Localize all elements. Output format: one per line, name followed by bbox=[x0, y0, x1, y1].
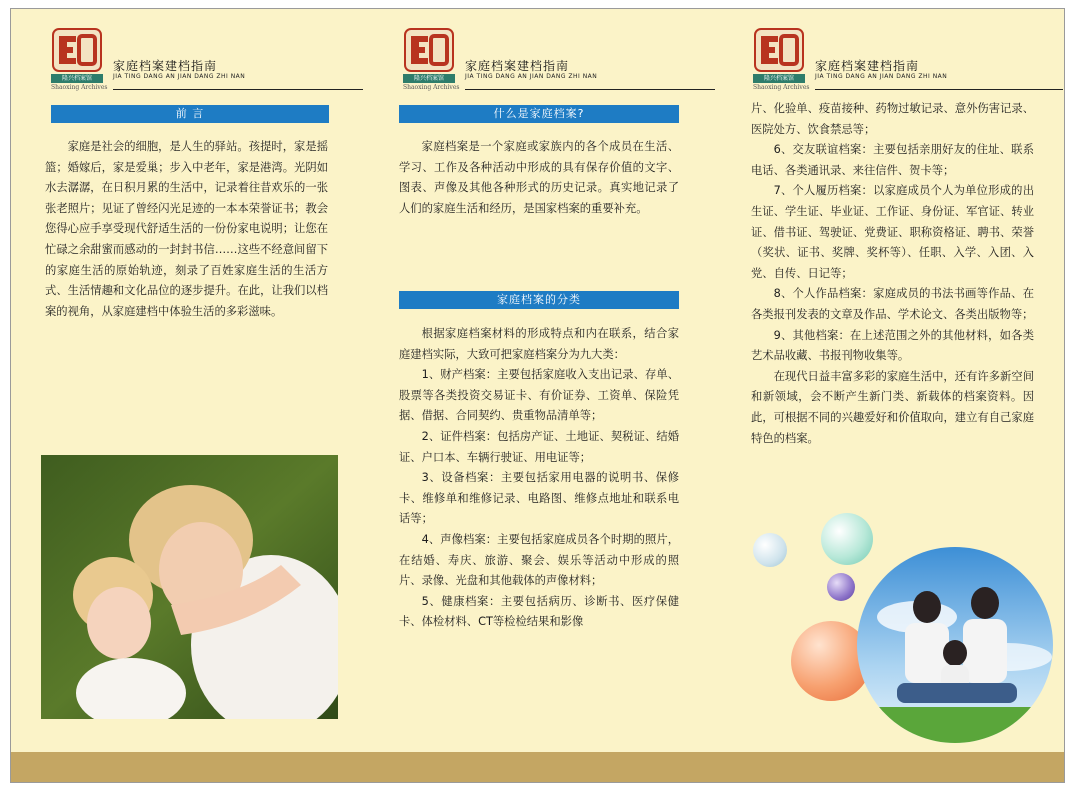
brand-pinyin: JIA TING DANG AN JIAN DANG ZHI NAN bbox=[465, 73, 598, 80]
archive-logo-icon bbox=[403, 27, 455, 73]
family-photo bbox=[857, 547, 1053, 743]
logo-caption: Shaoxing Archives bbox=[51, 84, 108, 91]
what-is-paragraph: 家庭档案是一个家庭或家族内的各个成员在生活、学习、工作及各种活动中形成的具有保存价值的文字、图表、声像及其他各种形式的历史记录。真实地记录了人们的家庭生活和经历，是国家档案的重要补充。 bbox=[399, 140, 679, 215]
panel-header bbox=[41, 27, 371, 97]
what-is-text bbox=[399, 137, 679, 219]
section-title-preface: 前 言 bbox=[51, 105, 329, 123]
logo-tag: 隆兴档案馆 bbox=[51, 74, 103, 83]
archive-logo-icon bbox=[51, 27, 103, 73]
logo-tag: 隆兴档案馆 bbox=[403, 74, 455, 83]
mother-daughter-photo bbox=[41, 455, 338, 719]
category-certificates: 2、证件档案：包括房产证、土地证、契税证、结婚证、户口本、车辆行驶证、用电证等； bbox=[399, 429, 679, 464]
category-equipment: 3、设备档案：主要包括家用电器的说明书、保修卡、维修单和维修记录、电路图、维修点地址和联系电话等； bbox=[399, 471, 679, 526]
right-panel bbox=[739, 9, 1064, 754]
logo-caption: Shaoxing Archives bbox=[753, 84, 810, 91]
panel-header bbox=[739, 27, 1069, 97]
archive-logo-icon bbox=[753, 27, 805, 73]
header-rule bbox=[465, 89, 715, 90]
brand-title: 家庭档案建档指南 bbox=[815, 59, 920, 73]
categories-intro: 根据家庭档案材料的形成特点和内在联系，结合家庭建档实际，大致可把家庭档案分为九大类： bbox=[399, 327, 679, 361]
brand-pinyin: JIA TING DANG AN JIAN DANG ZHI NAN bbox=[113, 73, 246, 80]
categories-continued-text bbox=[751, 99, 1034, 449]
category-property: 1、财产档案：主要包括家庭收入支出记录、存单、股票等各类投资交易证卡、有价证券、工资单、保险凭据、借据、合同契约、贵重物品清单等； bbox=[399, 368, 679, 423]
preface-text bbox=[45, 137, 328, 322]
brand-title: 家庭档案建档指南 bbox=[113, 59, 218, 73]
bottom-band bbox=[11, 752, 1064, 782]
category-other: 9、其他档案：在上述范围之外的其他材料，如各类艺术品收藏、书报刊物收集等。 bbox=[751, 328, 1034, 363]
header-rule bbox=[113, 89, 363, 90]
middle-panel bbox=[391, 9, 721, 754]
categories-text bbox=[399, 324, 679, 633]
purple-bubble-decoration bbox=[827, 573, 855, 601]
teal-bubble-decoration bbox=[821, 513, 873, 565]
category-health: 5、健康档案：主要包括病历、诊断书、医疗保健卡、体检材料、CT等检检结果和影像 bbox=[399, 594, 679, 629]
left-panel bbox=[41, 9, 371, 754]
health-continuation: 片、化验单、疫苗接种、药物过敏记录、意外伤害记录、医院处方、饮食禁忌等； bbox=[751, 102, 1034, 136]
category-resume: 7、个人履历档案：以家庭成员个人为单位形成的出生证、学生证、毕业证、工作证、身份证、军官证、转业证、借书证、驾驶证、党费证、职称资格证、聘书、荣誉（奖状、证书、奖牌、奖杯等）、任职、入学、入团、入党、自传、日记等； bbox=[751, 184, 1034, 280]
header-rule bbox=[815, 89, 1063, 90]
panel-header bbox=[391, 27, 721, 97]
brochure-sheet bbox=[10, 8, 1065, 783]
logo-tag: 隆兴档案馆 bbox=[753, 74, 805, 83]
brand-pinyin: JIA TING DANG AN JIAN DANG ZHI NAN bbox=[815, 73, 948, 80]
category-works: 8、个人作品档案：家庭成员的书法书画等作品、在各类报刊发表的文章及作品、学术论文、各类出版物等； bbox=[751, 287, 1034, 321]
category-social: 6、交友联谊档案：主要包括亲朋好友的住址、联系电话、各类通讯录、来往信件、贺卡等； bbox=[751, 143, 1034, 177]
brand-title: 家庭档案建档指南 bbox=[465, 59, 570, 73]
blue-bubble-decoration bbox=[753, 533, 787, 567]
closing-paragraph: 在现代日益丰富多彩的家庭生活中，还有许多新空间和新领域，会不断产生新门类、新载体的档案资料。因此，可根据不同的兴趣爱好和价值取向，建立有自己家庭特色的档案。 bbox=[751, 369, 1034, 445]
logo-caption: Shaoxing Archives bbox=[403, 84, 460, 91]
preface-paragraph: 家庭是社会的细胞，是人生的驿站。孩提时，家是摇篮；婚嫁后，家是爱巢；步入中老年，家是港湾。光阴如水去潺潺，在日积月累的生活中，记录着往昔欢乐的一张张老照片；见证了曾经闪光足迹的一本本荣誉证书；教会您得心应手享受现代舒适生活的一份份家电说明；让您在忙碌之余甜蜜而感动的一封封书信……这些不经意间留下的家庭生活的原始轨迹，刻录了百姓家庭生活的生活方式、生活情趣和文化品位的逐步提升。在此，让我们以档案的视角，从家庭建档中体验生活的多彩滋味。 bbox=[45, 140, 328, 318]
section-title-categories: 家庭档案的分类 bbox=[399, 291, 679, 309]
section-title-what-is: 什么是家庭档案? bbox=[399, 105, 679, 123]
category-audiovisual: 4、声像档案：主要包括家庭成员各个时期的照片，在结婚、寿庆、旅游、聚会、娱乐等活动中形成的照片、录像、光盘和其他载体的声像材料； bbox=[399, 532, 679, 588]
